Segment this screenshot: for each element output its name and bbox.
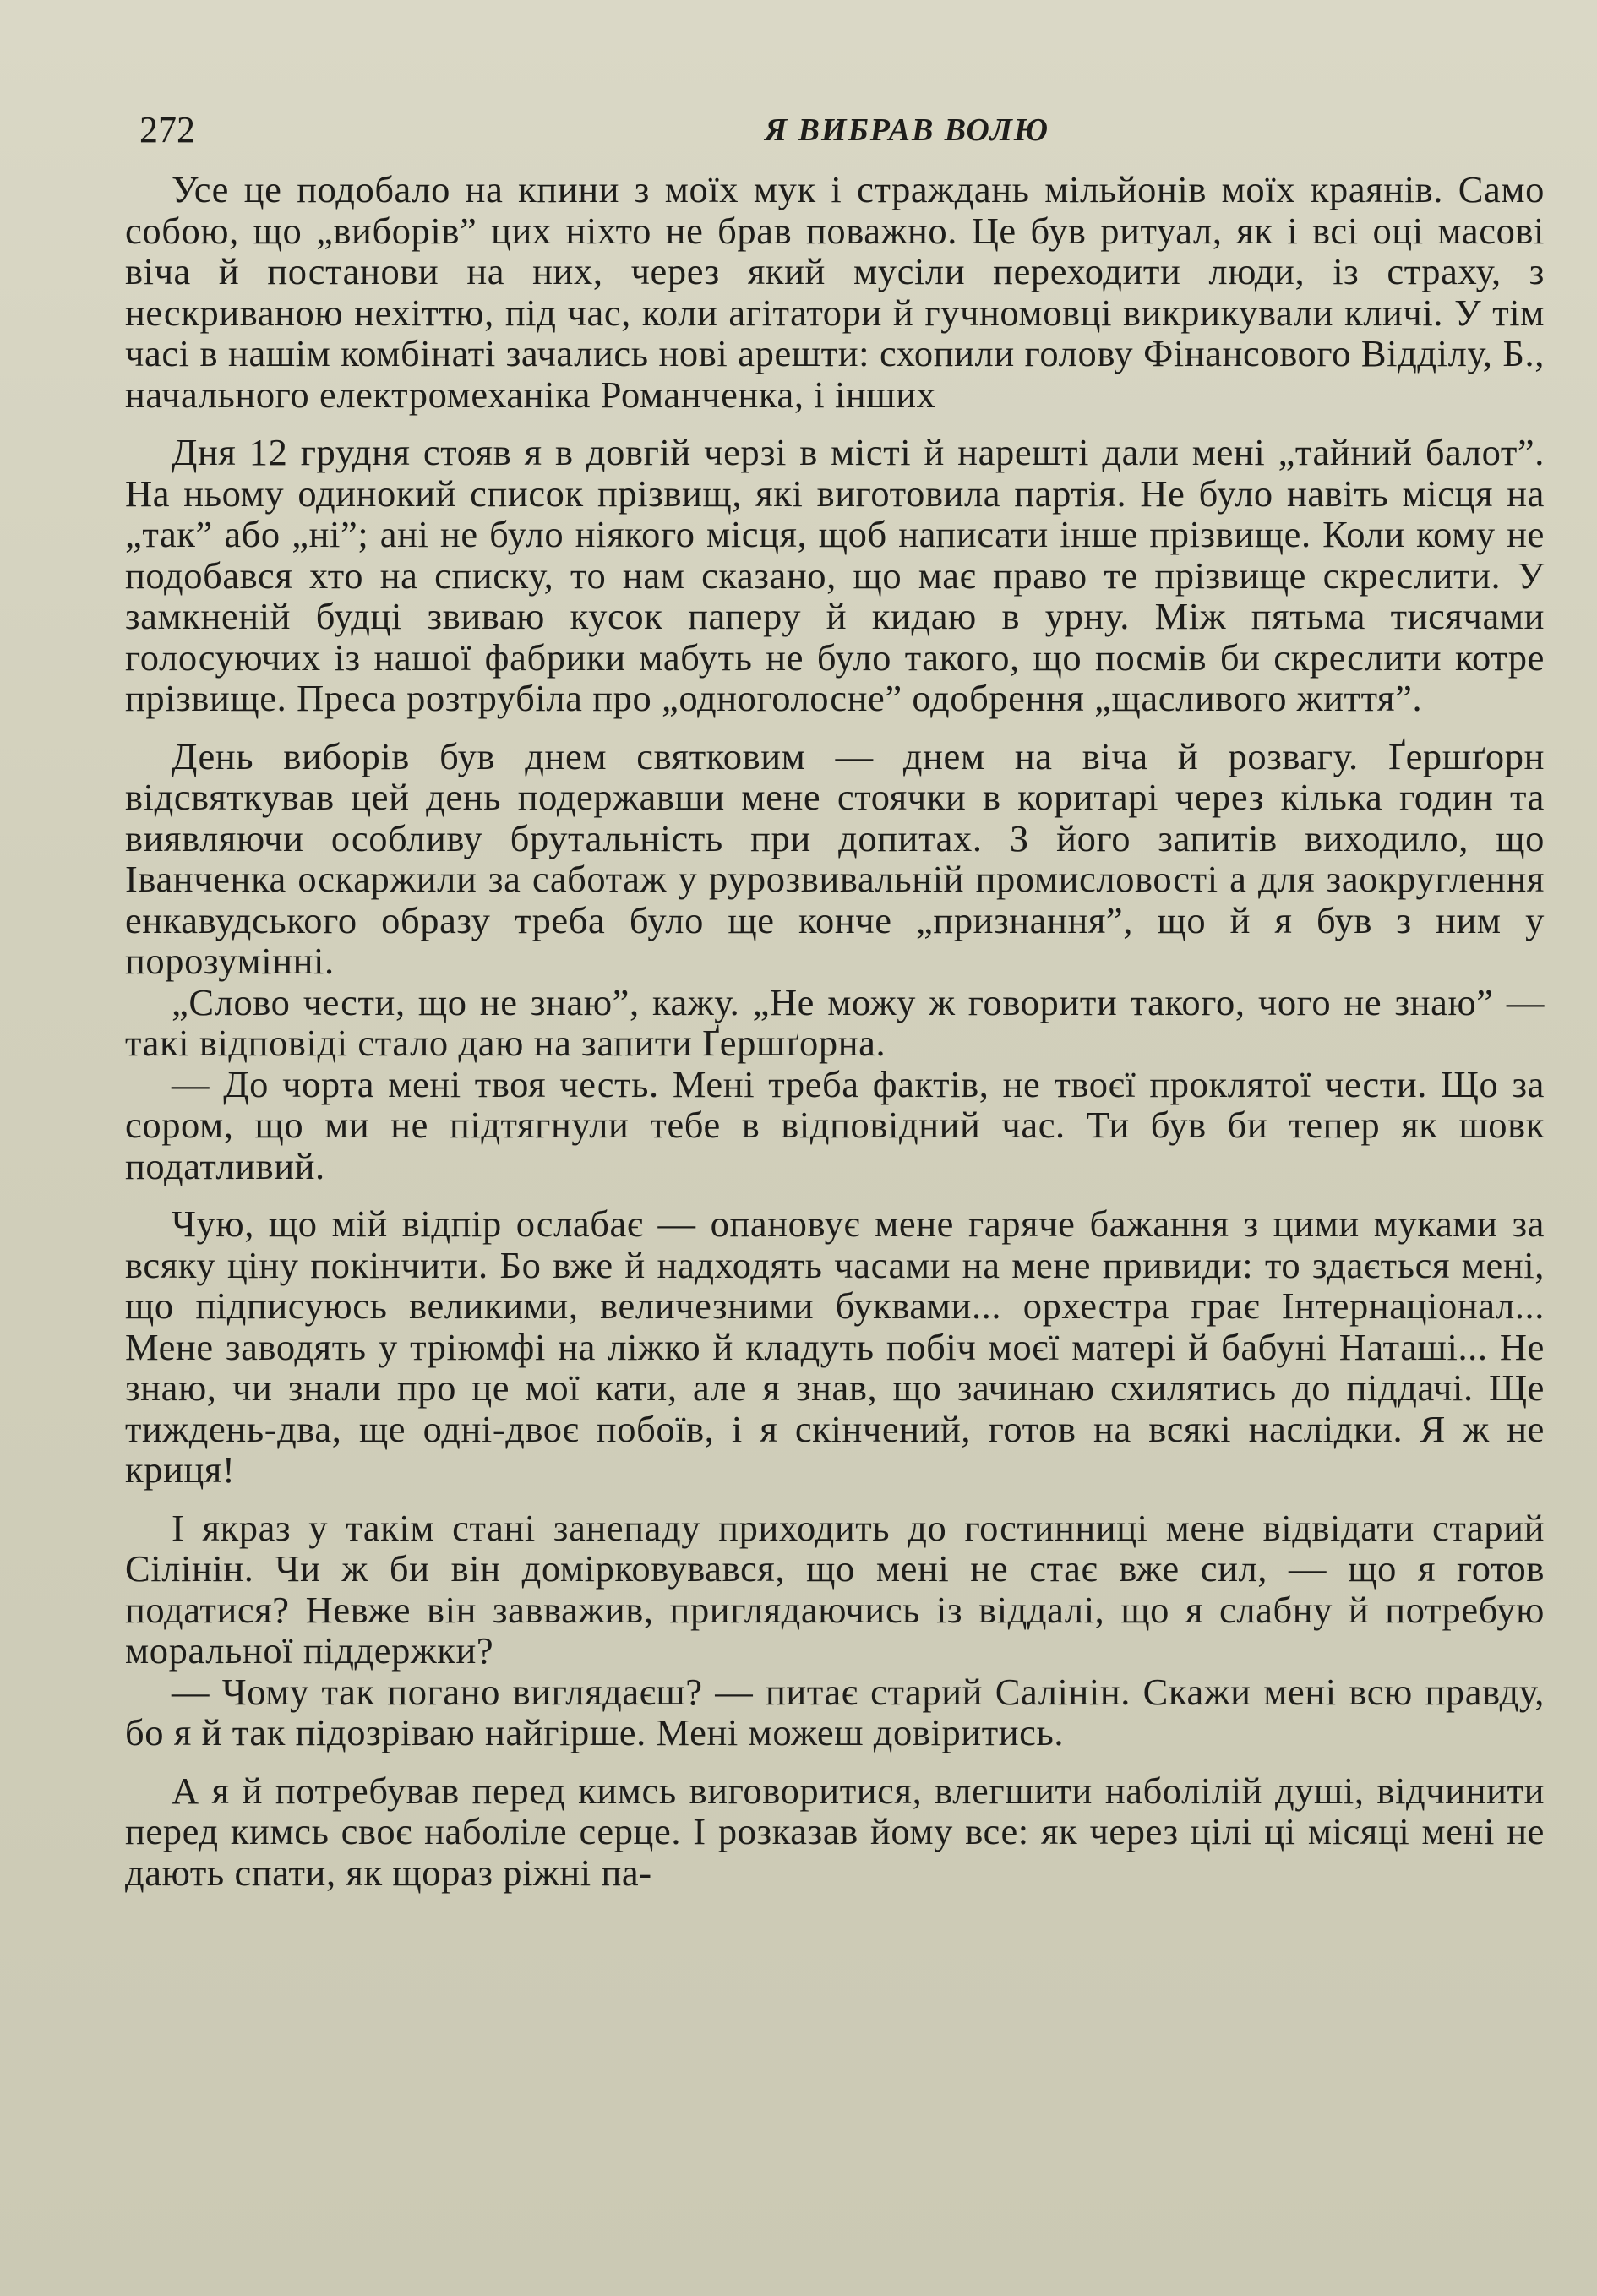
- paragraph: А я й потребував перед кимсь виговоритися, влегшити наболілій душі, відчинити перед кимсь своє наболіле серце. І розказав йому все: як через цілі ці місяці мені не дають спати, як щораз ріжні па-: [125, 1769, 1545, 1894]
- paragraph: — Чому так погано виглядаєш? — питає старий Салінін. Скажи мені всю правду, бо я й так підозріваю найгірше. Мені можеш довіритись.: [125, 1670, 1545, 1753]
- page-number: 272: [139, 109, 195, 150]
- body-text: [125, 169, 1545, 1893]
- paragraph: І якраз у такім стані занепаду приходить до гостинниці мене відвідати старий Сілінін. Чи ж би він домірковувався, що мені не стає вже сил, — що я готов податися? Невже він завважив, приглядаючись із віддалі, що я слабну й потребую моральної піддержки?: [125, 1506, 1545, 1672]
- paragraph: — До чорта мені твоя честь. Мені треба фактів, не твоєї проклятої чести. Що за сором, що ми не підтягнули тебе в відповідний час. Ти був би тепер як шовк податливий.: [125, 1062, 1545, 1187]
- paragraph: День виборів був днем святковим — днем на віча й розвагу. Ґершґорн відсвяткував цей день подержавши мене стоячки в коритарі через кілька годин та виявляючи особливу брутальність при допитах. З його запитів виходило, що Іванченка оскаржили за саботаж у рурозвивальній промисловості а для заокруглення енкавудського образу треба було ще конче „признання”, що й я був з ним у порозумінні.: [125, 734, 1545, 982]
- page-header: [139, 108, 1534, 159]
- running-title: Я ВИБРАВ ВОЛЮ: [765, 112, 1050, 148]
- paragraph: Усе це подобало на кпини з моїх мук і страждань мільйонів моїх краянів. Само собою, що „виборів” цих ніхто не брав поважно. Це був ритуал, як і всі оці масові віча й постанови на них, через який мусіли переходити люди, із страху, з нескриваною нехіттю, під час, коли агітатори й гучномовці викрикували кличі. У тім часі в нашім комбінаті зачались нові арешти: схопили голову Фінансового Відділу, Б., начального електромеханіка Романченка, і інших: [125, 168, 1545, 416]
- paragraph: Дня 12 грудня стояв я в довгій черзі в місті й нарешті дали мені „тайний балот”. На ньому одинокий список прізвищ, які виготовила партія. Не було навіть місця на „так” або „ні”; ані не було ніякого місця, щоб написати інше прізвище. Коли кому не подобався хто на списку, то нам сказано, що має право те прізвище скреслити. У замкненій будці звиваю кусок паперу й кидаю в урну. Між пятьма тисячами голосуючих із нашої фабрики мабуть не було такого, що посмів би скреслити котре прізвище. Преса розтрубіла про „одноголосне” одобрення „щасливого життя”.: [125, 431, 1545, 719]
- paragraph: Чую, що мій відпір ослабає — опановує мене гаряче бажання з цими муками за всяку ціну покінчити. Бо вже й надходять часами на мене привиди: то здається мені, що підписуюсь великими, величезними буквами... орхестра грає Інтернаціонал... Мене заводять у тріюмфі на ліжко й кладуть побіч моєї матері й бабуні Наташі... Не знаю, чи знали про це мої кати, але я знав, що зачинаю схилятись до піддачі. Ще тиждень-два, ще одні-двоє побоїв, і я скінчений, готов на всякі наслідки. Я ж не криця!: [125, 1203, 1545, 1491]
- paragraph: „Слово чести, що не знаю”, кажу. „Не можу ж говорити такого, чого не знаю” — такі відповіді стало даю на запити Ґершґорна.: [125, 980, 1545, 1064]
